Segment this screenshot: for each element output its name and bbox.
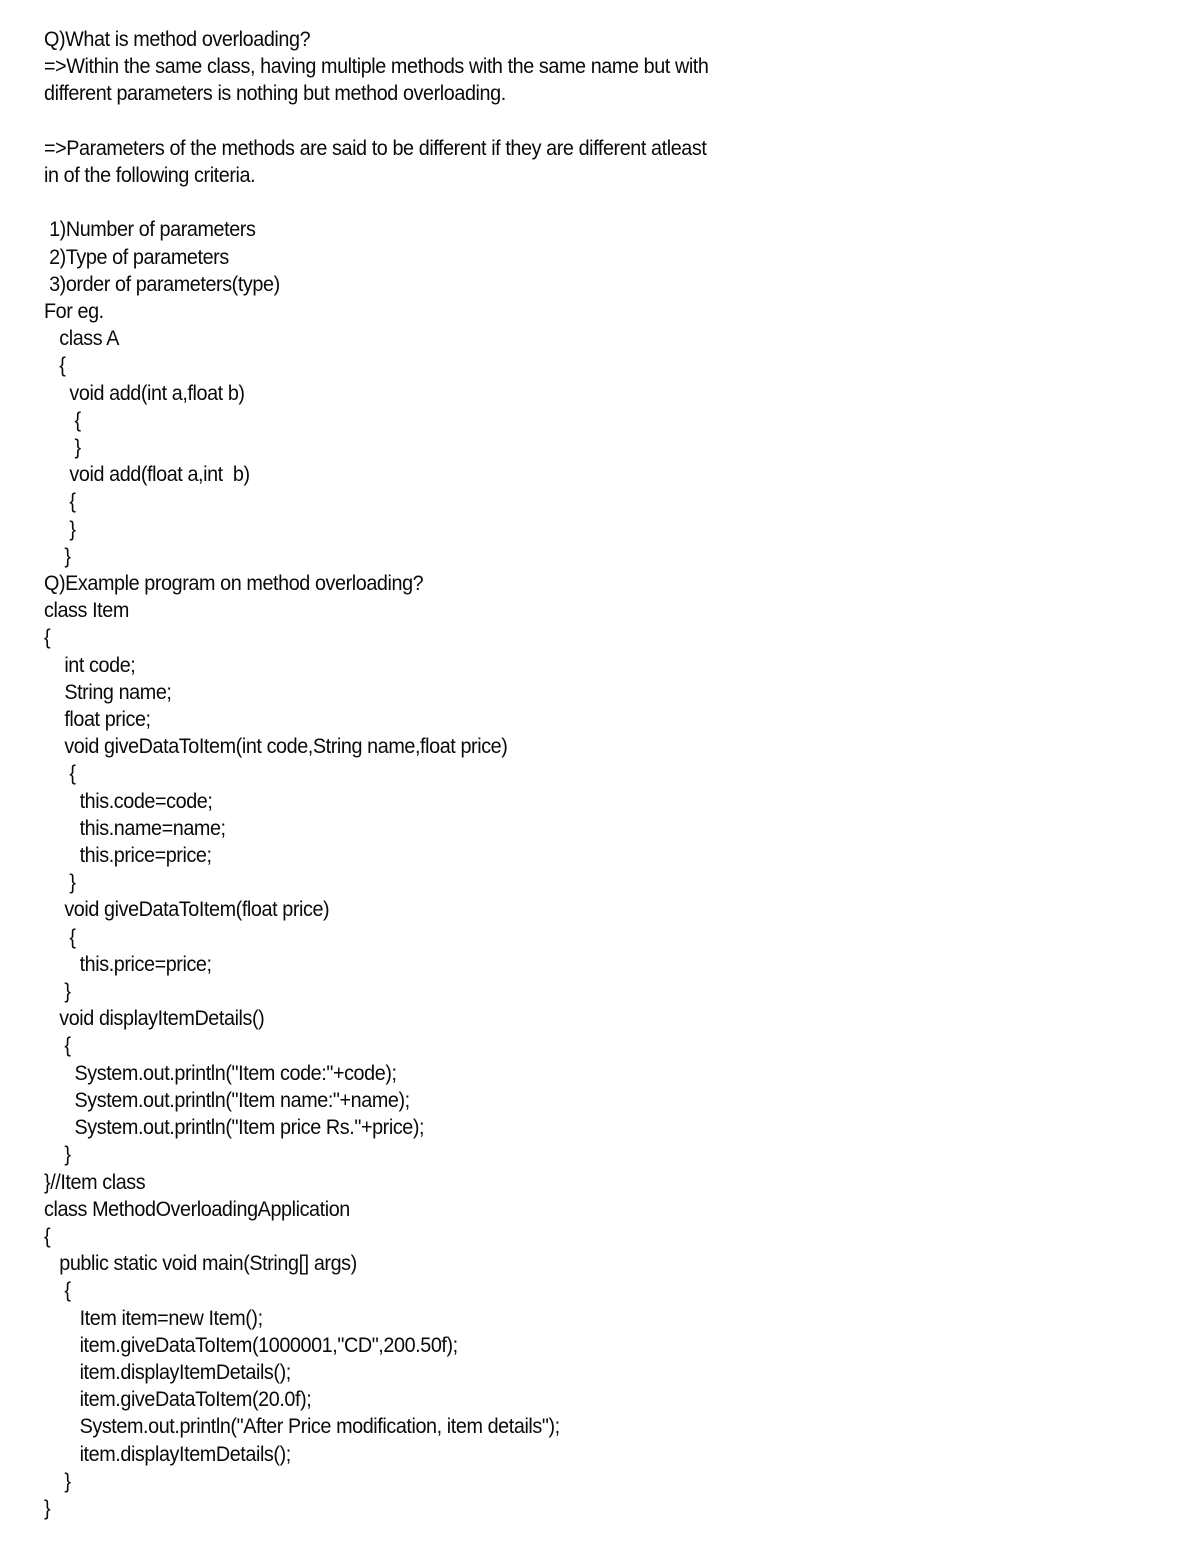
- text-line: String name;: [44, 679, 172, 704]
- text-line: void giveDataToItem(float price): [44, 897, 330, 922]
- text-line: {: [44, 1223, 51, 1248]
- text-line: void add(float a,int b): [44, 462, 250, 487]
- text-line: {: [44, 489, 76, 514]
- text-line: {: [44, 353, 66, 378]
- text-line: void giveDataToItem(int code,String name,float price): [44, 734, 508, 759]
- text-line: }: [44, 1495, 51, 1520]
- text-line: item.displayItemDetails();: [44, 1359, 291, 1384]
- text-line: void displayItemDetails(): [44, 1006, 265, 1031]
- text-line: this.code=code;: [44, 788, 213, 813]
- text-line: item.displayItemDetails();: [44, 1441, 291, 1466]
- text-line: public static void main(String[] args): [44, 1251, 357, 1276]
- text-line: }: [44, 516, 76, 541]
- text-line: }//Item class: [44, 1169, 146, 1194]
- text-line: {: [44, 1278, 71, 1303]
- text-line: }: [44, 1142, 71, 1167]
- text-line: }: [44, 543, 71, 568]
- text-line: {: [44, 625, 51, 650]
- text-line: item.giveDataToItem(1000001,"CD",200.50f);: [44, 1332, 458, 1357]
- text-line: }: [44, 979, 71, 1004]
- text-line-blank: [44, 189, 1074, 216]
- text-line: 1)Number of parameters: [44, 217, 256, 242]
- text-line: {: [44, 924, 76, 949]
- text-line: Q)What is method overloading?: [44, 27, 311, 51]
- text-line: {: [44, 761, 76, 786]
- text-line: in of the following criteria.: [44, 163, 256, 187]
- text-line: class A: [44, 326, 120, 351]
- text-line: =>Parameters of the methods are said to be different if they are different atleast: [44, 135, 707, 160]
- document-text-body: [44, 26, 1164, 1522]
- text-line: float price;: [44, 707, 151, 732]
- text-line: class Item: [44, 598, 129, 623]
- text-line: Item item=new Item();: [44, 1305, 263, 1330]
- text-line: {: [44, 407, 81, 432]
- text-line: {: [44, 1033, 71, 1058]
- text-line: 3)order of parameters(type): [44, 271, 280, 296]
- text-line: this.price=price;: [44, 843, 212, 868]
- text-line: this.name=name;: [44, 815, 226, 840]
- text-line: this.price=price;: [44, 951, 212, 976]
- text-line: System.out.println("After Price modification, item details");: [44, 1414, 560, 1439]
- text-line-blank: [44, 108, 1074, 135]
- text-line: 2)Type of parameters: [44, 244, 229, 269]
- text-line: }: [44, 870, 76, 895]
- text-line: item.giveDataToItem(20.0f);: [44, 1387, 312, 1412]
- text-line: }: [44, 435, 81, 460]
- text-line: class MethodOverloadingApplication: [44, 1196, 350, 1221]
- text-line: For eg.: [44, 299, 104, 323]
- text-line: different parameters is nothing but method overloading.: [44, 81, 506, 106]
- text-line: System.out.println("Item name:"+name);: [44, 1087, 410, 1112]
- text-line: =>Within the same class, having multiple methods with the same name but with: [44, 54, 709, 79]
- text-line: void add(int a,float b): [44, 380, 245, 405]
- text-line: System.out.println("Item code:"+code);: [44, 1060, 397, 1085]
- text-line: Q)Example program on method overloading?: [44, 571, 424, 596]
- text-line: int code;: [44, 652, 136, 677]
- text-line: }: [44, 1468, 71, 1493]
- text-line: System.out.println("Item price Rs."+price);: [44, 1115, 425, 1140]
